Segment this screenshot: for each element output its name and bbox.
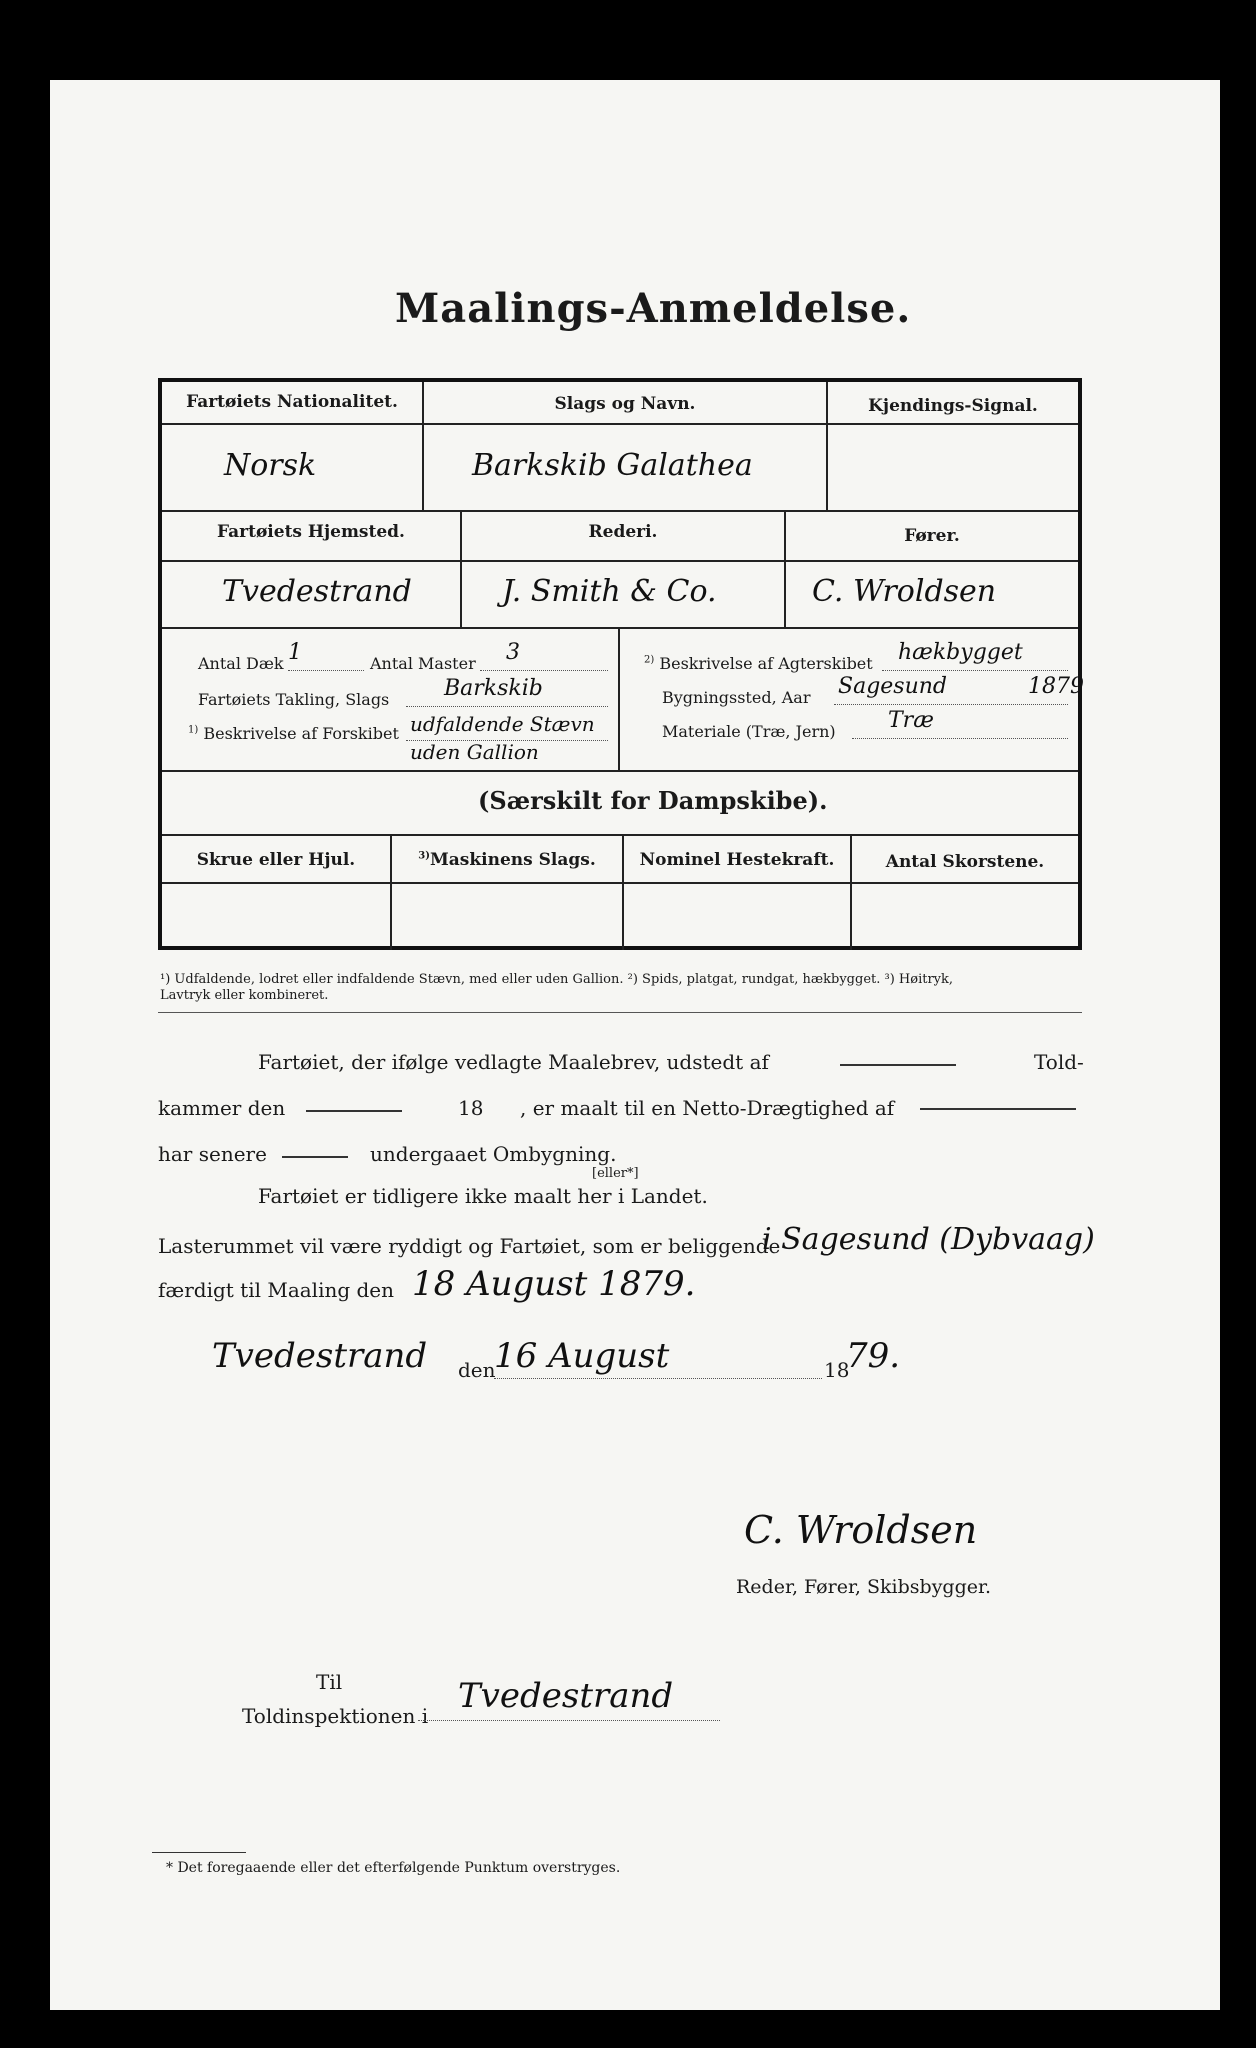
forskib-label-text: Beskrivelse af Forskibet bbox=[203, 724, 399, 743]
agterskib-label-text: Beskrivelse af Agterskibet bbox=[659, 654, 873, 673]
hjemsted-value: Tvedestrand bbox=[222, 574, 412, 609]
maaling-date-value: 18 August 1879. bbox=[412, 1264, 696, 1304]
footnote-line-1: ¹) Udfaldende, lodret eller indfaldende Stævn, med eller uden Gallion. ²) Spids, platgat, rundgat, hækbygget. ³) Høitryk, bbox=[160, 972, 954, 987]
signature-roles: Reder, Fører, Skibsbygger. bbox=[736, 1576, 992, 1598]
rule bbox=[162, 627, 1078, 629]
note-rule bbox=[152, 1852, 246, 1853]
year-prefix: 18 bbox=[824, 1358, 850, 1382]
navn-header: Slags og Navn. bbox=[554, 394, 696, 414]
fill-line bbox=[852, 738, 1068, 739]
bygning-year: 1879 bbox=[1028, 674, 1084, 699]
fill-line bbox=[480, 670, 608, 671]
footnote-rule bbox=[158, 1012, 1082, 1013]
body-line-3-start: har senere bbox=[158, 1142, 267, 1166]
rule bbox=[162, 834, 1078, 836]
location-value: i Sagesund (Dybvaag) bbox=[762, 1222, 1095, 1257]
fill-line bbox=[288, 670, 364, 671]
takling-label: Fartøiets Takling, Slags bbox=[198, 690, 390, 709]
fill-line bbox=[834, 704, 1068, 705]
footnote-marker: 2) bbox=[644, 654, 655, 666]
footnote-marker: 1) bbox=[188, 724, 199, 736]
daek-label: Antal Dæk bbox=[198, 654, 284, 673]
signature: C. Wroldsen bbox=[744, 1508, 978, 1552]
nationalitet-value: Norsk bbox=[224, 448, 317, 483]
document-title: Maalings-Anmeldelse. bbox=[395, 285, 912, 332]
body-line-5: Lasterummet vil være ryddigt og Fartøiet, som er beliggende bbox=[158, 1234, 781, 1258]
maskine-header-text: Maskinens Slags. bbox=[429, 850, 596, 870]
hestekraft-header: Nominel Hestekraft. bbox=[639, 850, 835, 870]
agterskib-value: hækbygget bbox=[898, 640, 1023, 665]
materiale-value: Træ bbox=[888, 708, 934, 733]
body-line-3-end: undergaaet Ombygning. bbox=[370, 1142, 617, 1166]
date-value: 16 August bbox=[494, 1336, 670, 1376]
hjemsted-header: Fartøiets Hjemsted. bbox=[217, 522, 405, 542]
body-line-2-start: kammer den bbox=[158, 1096, 286, 1120]
steam-heading: (Særskilt for Dampskibe). bbox=[478, 786, 828, 815]
rederi-header: Rederi. bbox=[588, 522, 658, 542]
body-line-2-century: 18 bbox=[458, 1096, 484, 1120]
agterskib-label bbox=[644, 654, 873, 673]
rule bbox=[162, 770, 1078, 772]
daek-value: 1 bbox=[288, 640, 302, 665]
master-value: 3 bbox=[506, 640, 520, 665]
master-label: Antal Master bbox=[370, 654, 476, 673]
footnote-line-2: Lavtryk eller kombineret. bbox=[160, 988, 329, 1003]
til-label: Til bbox=[316, 1670, 343, 1694]
fill-line bbox=[494, 1378, 822, 1379]
forer-header: Fører. bbox=[904, 526, 960, 546]
bygning-value: Sagesund bbox=[838, 674, 948, 699]
year-value: 79. bbox=[846, 1336, 901, 1376]
body-line-1: Fartøiet, der ifølge vedlagte Maalebrev, udstedt af bbox=[258, 1050, 769, 1074]
place-value: Tvedestrand bbox=[212, 1336, 428, 1376]
nationalitet-header: Fartøiets Nationalitet. bbox=[186, 392, 398, 412]
signal-header: Kjendings-Signal. bbox=[868, 396, 1038, 416]
fill-line bbox=[882, 670, 1068, 671]
footnote-marker: 3) bbox=[418, 850, 430, 862]
toldinspektionen-value: Tvedestrand bbox=[458, 1676, 674, 1716]
fill-line bbox=[418, 1720, 720, 1721]
forskib-value-2: uden Gallion bbox=[410, 740, 539, 764]
maskine-header bbox=[392, 850, 622, 870]
rule bbox=[618, 627, 620, 770]
rule bbox=[162, 423, 1078, 425]
rule bbox=[162, 882, 1078, 884]
body-line-1-end: Told- bbox=[1034, 1050, 1084, 1074]
materiale-label: Materiale (Træ, Jern) bbox=[662, 722, 836, 741]
footnotes bbox=[160, 972, 1085, 1004]
skrue-header: Skrue eller Hjul. bbox=[196, 850, 356, 870]
bygning-label: Bygningssted, Aar bbox=[662, 688, 811, 707]
body-line-2-end: , er maalt til en Netto-Drægtighed af bbox=[520, 1096, 895, 1120]
rule bbox=[162, 510, 1078, 512]
blank-line bbox=[282, 1156, 348, 1158]
den-label: den bbox=[458, 1358, 496, 1382]
forskib-label bbox=[188, 724, 399, 743]
registration-form-table bbox=[158, 378, 1082, 950]
rule bbox=[162, 560, 1078, 562]
fill-line bbox=[406, 706, 608, 707]
rederi-value: J. Smith & Co. bbox=[502, 574, 717, 609]
blank-line bbox=[920, 1108, 1076, 1110]
takling-value: Barkskib bbox=[444, 676, 543, 701]
navn-value: Barkskib Galathea bbox=[472, 448, 753, 483]
eller-note: [eller*] bbox=[592, 1166, 639, 1181]
blank-line bbox=[840, 1064, 956, 1066]
toldinspektionen-label: Toldinspektionen i bbox=[242, 1704, 429, 1728]
skorstene-header: Antal Skorstene. bbox=[885, 852, 1045, 872]
body-line-6: færdigt til Maaling den bbox=[158, 1278, 395, 1302]
body-line-4: Fartøiet er tidligere ikke maalt her i Landet. bbox=[258, 1184, 708, 1208]
forer-value: C. Wroldsen bbox=[812, 574, 997, 609]
blank-line bbox=[306, 1110, 402, 1112]
bottom-note: * Det foregaaende eller det efterfølgende Punktum overstryges. bbox=[166, 1860, 621, 1876]
forskib-value-1: udfaldende Stævn bbox=[410, 712, 595, 736]
